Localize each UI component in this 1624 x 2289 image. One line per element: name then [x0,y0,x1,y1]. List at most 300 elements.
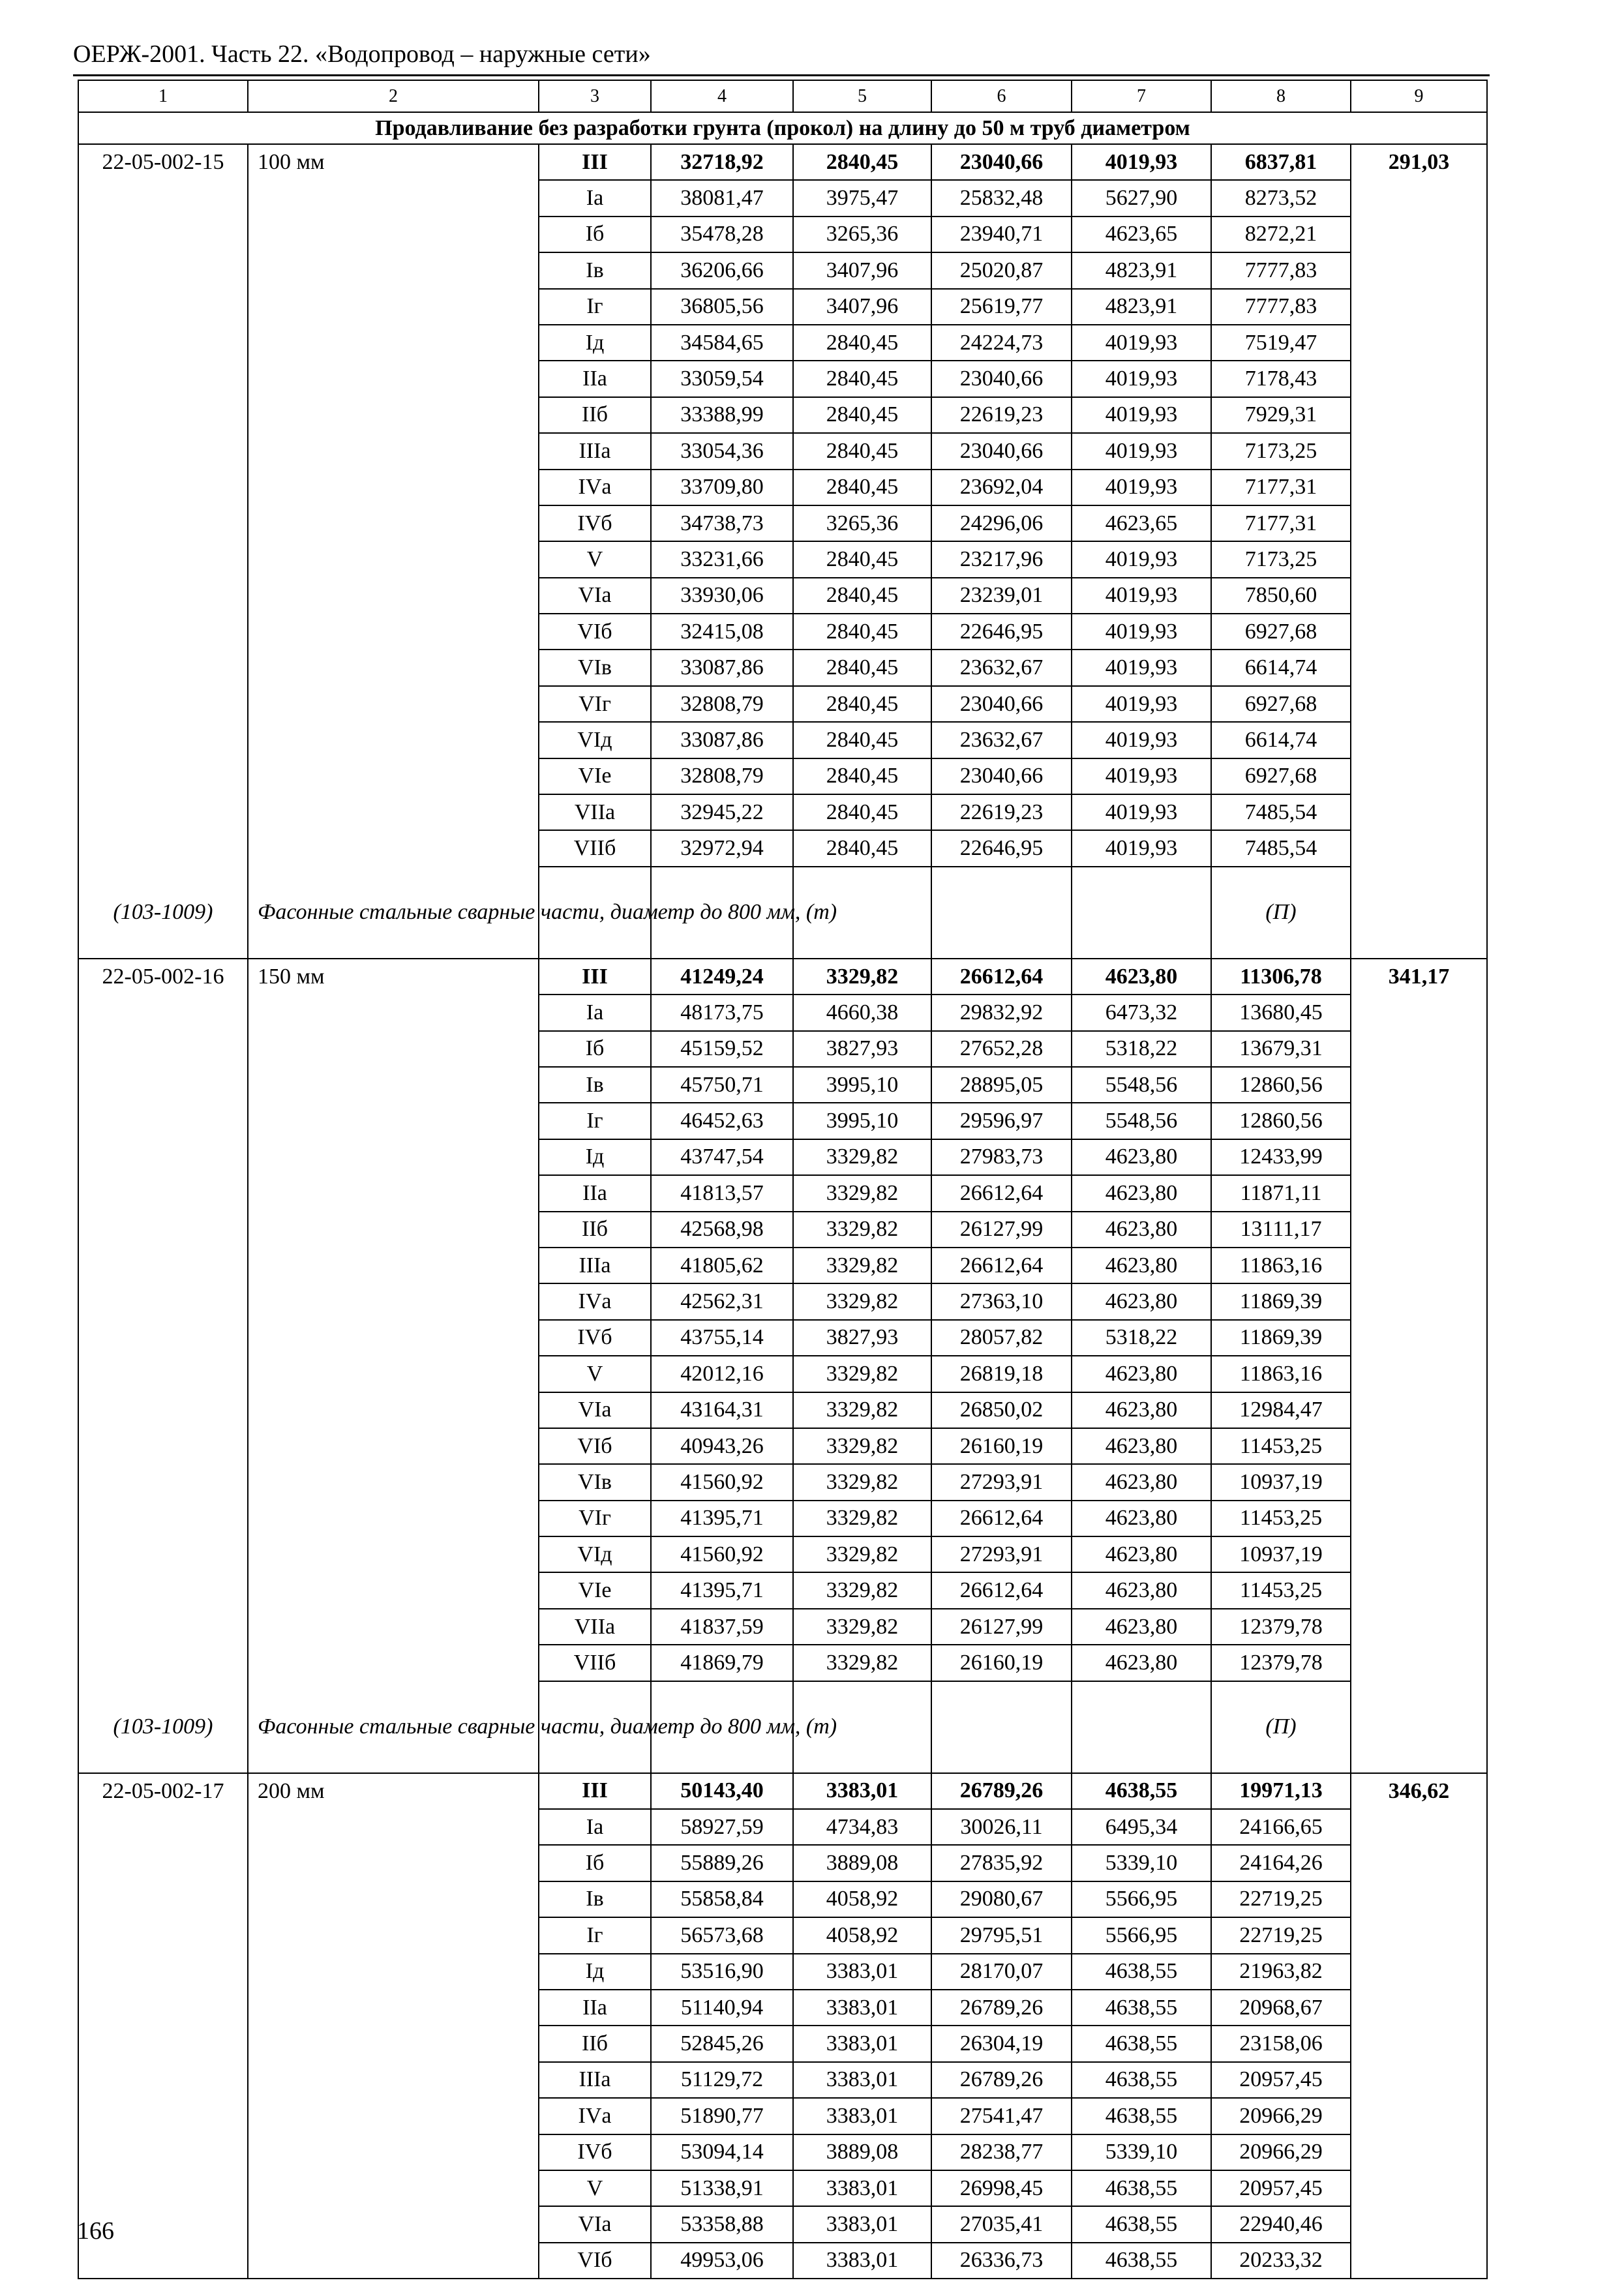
zone-cell: Iб [539,217,651,252]
value-col5: 3995,10 [793,1103,931,1139]
table-row [78,289,1487,325]
value-col5: 3329,82 [793,1356,931,1392]
value-col7: 4623,80 [1072,1248,1211,1283]
value-col4: 53094,14 [651,2134,793,2170]
value-col7: 5566,95 [1072,1917,1211,1953]
table-row [78,1139,1487,1175]
value-col5: 2840,45 [793,433,931,469]
table-row [78,1954,1487,1990]
value-col6: 26127,99 [931,1609,1072,1645]
zone-cell: Iб [539,1031,651,1067]
empty-cell [78,470,248,505]
table-row [78,1501,1487,1536]
zone-cell: Iа [539,995,651,1030]
empty-cell [78,1645,248,1681]
value-col6: 26789,26 [931,2062,1072,2098]
value-col6: 24224,73 [931,325,1072,361]
empty-cell [248,1609,539,1645]
value-col8: 22940,46 [1211,2206,1351,2242]
value-col8: 24166,65 [1211,1809,1351,1845]
zone-cell: Iд [539,325,651,361]
zone-cell: IVа [539,470,651,505]
empty-cell [1351,1501,1487,1536]
zone-cell: VIIа [539,1609,651,1645]
empty-cell [78,1175,248,1211]
table-row [78,2134,1487,2170]
value-col8: 6927,68 [1211,758,1351,794]
value-col4: 33930,06 [651,578,793,614]
col-number: 6 [931,80,1072,112]
empty-cell [1351,722,1487,758]
rate-name: 200 мм [248,1773,539,1809]
value-col4: 41869,79 [651,1645,793,1681]
zone-cell: IIб [539,1212,651,1248]
zone-cell: IIб [539,2026,651,2061]
empty-cell [1351,1881,1487,1917]
value-col9: 346,62 [1351,1773,1487,1809]
empty-cell [1351,794,1487,830]
value-col5: 3383,01 [793,2026,931,2061]
value-col7: 5548,56 [1072,1067,1211,1103]
value-col7: 6495,34 [1072,1809,1211,1845]
empty-cell [78,433,248,469]
value-col7: 4623,80 [1072,1572,1211,1608]
value-col8: 11863,16 [1211,1248,1351,1283]
table-row [78,794,1487,830]
empty-cell [1351,2134,1487,2170]
value-col6: 29596,97 [931,1103,1072,1139]
empty-cell [248,1212,539,1248]
value-col5: 3827,93 [793,1031,931,1067]
empty-cell [78,289,248,325]
value-col7: 4623,65 [1072,217,1211,252]
empty-cell [78,1881,248,1917]
empty-cell [1351,505,1487,541]
value-col6: 24296,06 [931,505,1072,541]
value-col4: 33059,54 [651,361,793,396]
empty-cell [78,1248,248,1283]
value-col7: 4623,80 [1072,1356,1211,1392]
value-col5: 3329,82 [793,1283,931,1319]
value-col4: 52845,26 [651,2026,793,2061]
empty-cell [78,1572,248,1608]
empty-cell [78,2134,248,2170]
table-row [78,1428,1487,1464]
section-title-row [78,112,1487,144]
table-row [78,1881,1487,1917]
empty-cell [248,180,539,216]
empty-cell [248,1954,539,1990]
value-col5: 3329,82 [793,1645,931,1681]
value-col7: 4623,80 [1072,1501,1211,1536]
value-col5: 3329,82 [793,1609,931,1645]
empty-cell [1351,1845,1487,1881]
value-col7: 4638,55 [1072,2062,1211,2098]
value-col4: 55858,84 [651,1881,793,1917]
table-row [78,578,1487,614]
value-col6: 26612,64 [931,1248,1072,1283]
empty-cell [78,722,248,758]
value-col7: 5566,95 [1072,1881,1211,1917]
value-col8: 7177,31 [1211,470,1351,505]
value-col6: 23632,67 [931,722,1072,758]
empty-cell [248,686,539,722]
empty-cell [78,217,248,252]
empty-cell [248,1990,539,2026]
zone-cell: VIе [539,1572,651,1608]
table-row [78,217,1487,252]
value-col7: 4623,80 [1072,1212,1211,1248]
value-col4: 34584,65 [651,325,793,361]
value-col4: 34738,73 [651,505,793,541]
rate-name: 150 мм [248,959,539,995]
empty-cell [248,1917,539,1953]
empty-cell [248,2098,539,2134]
value-col8: 19971,13 [1211,1773,1351,1809]
value-col7: 4623,80 [1072,1428,1211,1464]
table-row [78,470,1487,505]
value-col4: 51129,72 [651,2062,793,2098]
empty-cell [248,1139,539,1175]
value-col5: 3329,82 [793,959,931,995]
table-row [78,650,1487,685]
value-col5: 2840,45 [793,686,931,722]
footnote-row [78,867,1487,959]
zone-cell: VIг [539,686,651,722]
empty-cell [1351,1464,1487,1500]
value-col8: 7777,83 [1211,252,1351,288]
empty-cell [248,1067,539,1103]
value-col5: 2840,45 [793,722,931,758]
table-row [78,180,1487,216]
value-col4: 43164,31 [651,1392,793,1428]
value-col8: 11869,39 [1211,1320,1351,1356]
value-col8: 7850,60 [1211,578,1351,614]
empty-cell [1351,1212,1487,1248]
value-col5: 3383,01 [793,2098,931,2134]
empty-cell [1351,1536,1487,1572]
value-col8: 7173,25 [1211,541,1351,577]
value-col4: 50143,40 [651,1773,793,1809]
value-col7: 4019,93 [1072,433,1211,469]
value-col5: 3383,01 [793,2206,931,2242]
empty-cell [1351,1428,1487,1464]
value-col8: 7177,31 [1211,505,1351,541]
zone-cell: VIа [539,578,651,614]
value-col5: 3383,01 [793,1990,931,2026]
value-col4: 45159,52 [651,1031,793,1067]
value-col8: 20966,29 [1211,2134,1351,2170]
value-col6: 27035,41 [931,2206,1072,2242]
value-col7: 4623,80 [1072,1645,1211,1681]
empty-cell [78,1428,248,1464]
table-row [78,1536,1487,1572]
zone-cell: IVб [539,2134,651,2170]
value-col7: 4019,93 [1072,758,1211,794]
value-col6: 23040,66 [931,433,1072,469]
value-col8: 11863,16 [1211,1356,1351,1392]
value-col8: 12379,78 [1211,1645,1351,1681]
value-col5: 3889,08 [793,2134,931,2170]
zone-cell: V [539,1356,651,1392]
table-row [78,2170,1487,2206]
value-col4: 33709,80 [651,470,793,505]
empty-cell [78,1356,248,1392]
zone-cell: VIд [539,1536,651,1572]
value-col8: 6614,74 [1211,650,1351,685]
empty-cell [78,830,248,866]
empty-cell [248,1645,539,1681]
value-col8: 7485,54 [1211,830,1351,866]
table-row [78,2098,1487,2134]
empty-cell [78,794,248,830]
value-col6: 23239,01 [931,578,1072,614]
value-col6: 26819,18 [931,1356,1072,1392]
zone-cell: V [539,2170,651,2206]
table-row [78,1212,1487,1248]
value-col6: 22619,23 [931,397,1072,433]
value-col6: 23040,66 [931,361,1072,396]
value-col5: 3329,82 [793,1175,931,1211]
empty-cell [78,1501,248,1536]
value-col5: 2840,45 [793,758,931,794]
value-col6: 26160,19 [931,1428,1072,1464]
empty-cell [1351,650,1487,685]
value-col6: 23217,96 [931,541,1072,577]
empty-cell [78,2243,248,2279]
empty-cell [248,722,539,758]
value-col7: 4019,93 [1072,144,1211,180]
value-col4: 36805,56 [651,289,793,325]
empty-cell [78,578,248,614]
value-col6: 26612,64 [931,1175,1072,1211]
value-col6: 26998,45 [931,2170,1072,2206]
value-col4: 32718,92 [651,144,793,180]
empty-cell [78,1067,248,1103]
table-row [78,2062,1487,2098]
value-col8: 6927,68 [1211,614,1351,650]
empty-cell [78,1464,248,1500]
value-col8: 12433,99 [1211,1139,1351,1175]
value-col7: 5627,90 [1072,180,1211,216]
table-row [78,1103,1487,1139]
empty-cell [248,1103,539,1139]
value-col8: 8273,52 [1211,180,1351,216]
table-row [78,1645,1487,1681]
value-col5: 3383,01 [793,2062,931,2098]
value-col8: 11869,39 [1211,1283,1351,1319]
value-col5: 3827,93 [793,1320,931,1356]
zone-cell: IIа [539,361,651,396]
value-col8: 13111,17 [1211,1212,1351,1248]
value-col7: 4638,55 [1072,2170,1211,2206]
value-col6: 26127,99 [931,1212,1072,1248]
value-col4: 40943,26 [651,1428,793,1464]
value-col7: 4019,93 [1072,794,1211,830]
table-body [78,80,1487,2279]
zone-cell: Iа [539,1809,651,1845]
value-col6: 26850,02 [931,1392,1072,1428]
zone-cell: IIIа [539,433,651,469]
value-col6: 28895,05 [931,1067,1072,1103]
value-col4: 53358,88 [651,2206,793,2242]
empty-cell [248,1501,539,1536]
col-number: 4 [651,80,793,112]
empty-cell [248,325,539,361]
value-col7: 4019,93 [1072,686,1211,722]
empty-cell [78,614,248,650]
value-col6: 27363,10 [931,1283,1072,1319]
value-col5: 2840,45 [793,325,931,361]
zone-cell: IIб [539,397,651,433]
table-row [78,2243,1487,2279]
empty-cell [78,1139,248,1175]
empty-cell [1351,2062,1487,2098]
value-col4: 51890,77 [651,2098,793,2134]
empty-cell [78,505,248,541]
empty-cell [248,1881,539,1917]
empty-cell [248,2170,539,2206]
value-col8: 7929,31 [1211,397,1351,433]
table-row [78,252,1487,288]
table-row [78,361,1487,396]
empty-cell [1351,1248,1487,1283]
empty-cell [1351,2026,1487,2061]
empty-cell [1351,1139,1487,1175]
value-col5: 3383,01 [793,1954,931,1990]
empty-cell [1351,1031,1487,1067]
empty-cell [248,505,539,541]
empty-cell [931,867,1072,959]
zone-cell: IVа [539,1283,651,1319]
value-col4: 58927,59 [651,1809,793,1845]
value-col7: 4623,80 [1072,959,1211,995]
table-row [78,1320,1487,1356]
header-rule [73,74,1490,76]
empty-cell [248,1536,539,1572]
table-row [78,1356,1487,1392]
table-row [78,830,1487,866]
value-col8: 7178,43 [1211,361,1351,396]
empty-cell [1351,2243,1487,2279]
value-col4: 32808,79 [651,758,793,794]
value-col7: 4638,55 [1072,1954,1211,1990]
value-col6: 29795,51 [931,1917,1072,1953]
value-col7: 4638,55 [1072,2243,1211,2279]
value-col8: 20968,67 [1211,1990,1351,2026]
empty-cell [1351,2170,1487,2206]
zone-cell: Iг [539,289,651,325]
empty-cell [78,2026,248,2061]
value-col4: 49953,06 [651,2243,793,2279]
empty-cell [1351,1392,1487,1428]
value-col8: 10937,19 [1211,1536,1351,1572]
value-col6: 22646,95 [931,830,1072,866]
empty-cell [78,1809,248,1845]
footnote-unit: (П) [1211,1681,1351,1773]
value-col4: 41395,71 [651,1572,793,1608]
value-col6: 23040,66 [931,686,1072,722]
table-row [78,758,1487,794]
value-col8: 6837,81 [1211,144,1351,180]
value-col7: 4019,93 [1072,578,1211,614]
value-col4: 32945,22 [651,794,793,830]
value-col5: 3407,96 [793,252,931,288]
col-number: 3 [539,80,651,112]
empty-cell [248,794,539,830]
value-col6: 27835,92 [931,1845,1072,1881]
value-col5: 3383,01 [793,2243,931,2279]
empty-cell [248,2243,539,2279]
zone-cell: VIд [539,722,651,758]
value-col4: 41805,62 [651,1248,793,1283]
zone-cell: Iг [539,1917,651,1953]
value-col7: 4019,93 [1072,397,1211,433]
value-col9: 291,03 [1351,144,1487,180]
empty-cell [248,614,539,650]
value-col4: 43755,14 [651,1320,793,1356]
value-col7: 5548,56 [1072,1103,1211,1139]
value-col6: 28170,07 [931,1954,1072,1990]
value-col6: 26612,64 [931,1501,1072,1536]
rate-code: 22-05-002-15 [78,144,248,180]
empty-cell [1351,686,1487,722]
value-col6: 27652,28 [931,1031,1072,1067]
value-col4: 56573,68 [651,1917,793,1953]
zone-cell: IVб [539,1320,651,1356]
empty-cell [248,995,539,1030]
value-col4: 32415,08 [651,614,793,650]
value-col6: 22646,95 [931,614,1072,650]
value-col7: 4623,80 [1072,1392,1211,1428]
empty-cell [1351,1283,1487,1319]
value-col4: 35478,28 [651,217,793,252]
value-col7: 4623,80 [1072,1283,1211,1319]
empty-cell [1351,289,1487,325]
value-col7: 4019,93 [1072,650,1211,685]
value-col6: 28057,82 [931,1320,1072,1356]
rates-table [78,80,1488,2279]
footnote-code: (103-1009) [78,1681,248,1773]
value-col4: 33388,99 [651,397,793,433]
value-col8: 7777,83 [1211,289,1351,325]
table-row [78,1031,1487,1067]
value-col8: 10937,19 [1211,1464,1351,1500]
value-col8: 12984,47 [1211,1392,1351,1428]
value-col4: 33087,86 [651,650,793,685]
empty-cell [78,1609,248,1645]
empty-cell [1351,470,1487,505]
value-col5: 3329,82 [793,1572,931,1608]
empty-cell [78,1031,248,1067]
empty-cell [78,180,248,216]
empty-cell [1351,758,1487,794]
value-col7: 5339,10 [1072,1845,1211,1881]
value-col4: 38081,47 [651,180,793,216]
empty-cell [248,470,539,505]
value-col5: 3889,08 [793,1845,931,1881]
value-col7: 4638,55 [1072,2206,1211,2242]
empty-cell [248,1428,539,1464]
empty-cell [78,541,248,577]
empty-cell [1351,397,1487,433]
value-col4: 53516,90 [651,1954,793,1990]
empty-cell [78,1103,248,1139]
value-col7: 4019,93 [1072,722,1211,758]
value-col5: 3383,01 [793,1773,931,1809]
value-col6: 25832,48 [931,180,1072,216]
value-col6: 29080,67 [931,1881,1072,1917]
